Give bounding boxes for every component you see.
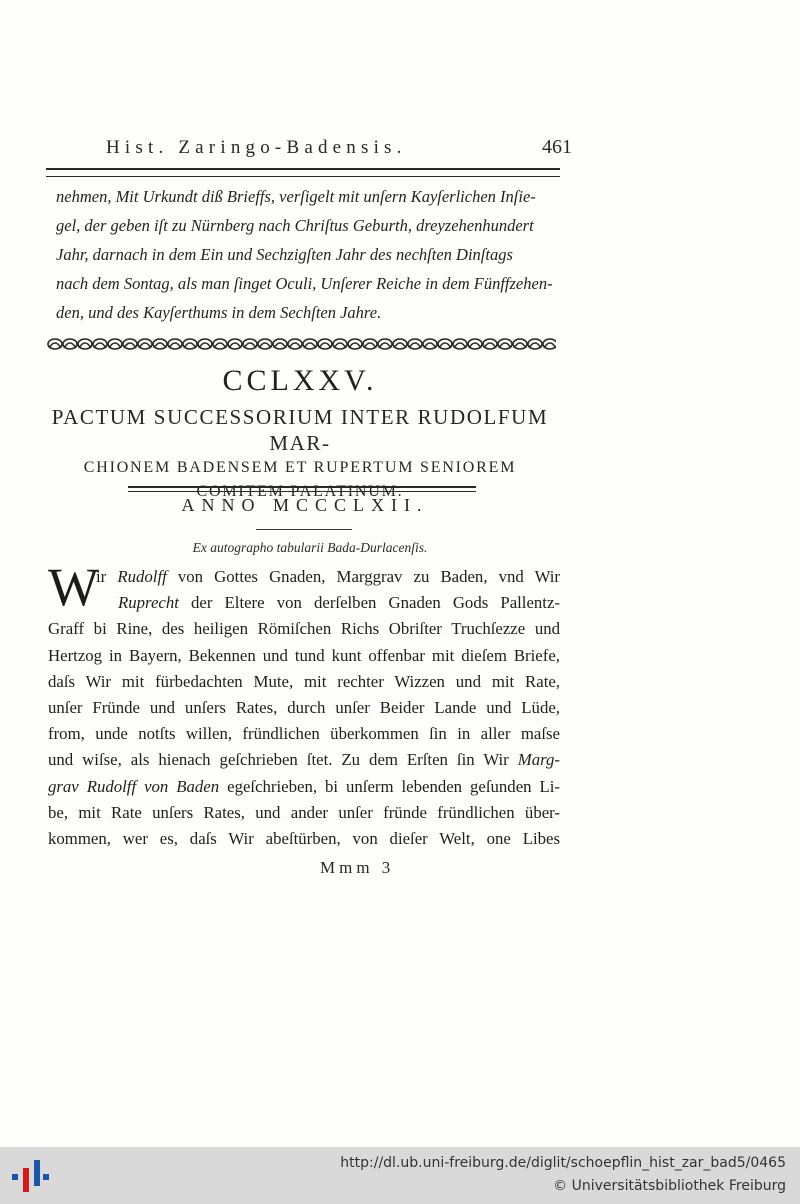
charter-number: CCLXXV. [222, 364, 378, 397]
body-line: kommen, wer es, daſs Wir abeſtürben, von dieſer Welt, one Libes [48, 828, 560, 848]
text-line: den, und des Kayſerthums in dem Sechſten Jahre. [56, 303, 382, 322]
charter-title-line: PACTUM SUCCESSORIUM INTER RUDOLFUM MAR- [51, 405, 549, 455]
charter-title-line: CHIONEM BADENSEM ET RUPERTUM SENIOREM [83, 459, 517, 476]
text-line: nehmen, Mit Urkundt diß Brieffs, verſigelt mit unſern Kayſerlichen Inſie- [56, 187, 536, 206]
catchword: Mmm 3 [320, 858, 395, 877]
charter-year: ANNO MCCCLXII. [181, 495, 429, 515]
footer-url-link[interactable]: http://dl.ub.uni-freiburg.de/diglit/schoepflin_hist_zar_bad5/0465 [340, 1155, 786, 1171]
year-rule [256, 529, 352, 530]
ornamental-rule [46, 335, 556, 353]
library-logo-icon[interactable] [10, 1155, 50, 1197]
running-head [60, 136, 572, 165]
body-line: und wiſse, als hienach geſchrieben ſtet. Zu dem Erſten ſin Wir Marg- [48, 750, 560, 770]
body-line: Ruprecht der Eltere von derſelben Gnaden Gods Pallentz- [118, 593, 560, 613]
title-rule [128, 486, 476, 492]
charter-body [48, 564, 560, 852]
previous-charter-ending [56, 182, 558, 327]
charter-source: Ex autographo tabularii Bada-Durlacenſis. [192, 540, 428, 555]
drop-capital: W [48, 557, 99, 617]
page-number: 461 [542, 136, 572, 158]
body-line: unſer Fründe und unſers Rates, durch unſer Beider Lande und Lüde, [48, 697, 560, 717]
body-line: Graff bi Rine, des heiligen Römiſchen Richs Obriſter Truchſezze und [48, 619, 560, 639]
viewer-footer [0, 1147, 800, 1204]
body-line: be, mit Rate unſers Rates, und ander unſer fründe fründlichen über- [48, 802, 560, 822]
running-title: Hist. Zaringo-Badensis. [106, 137, 407, 158]
footer-copyright: © Universitätsbibliothek Freiburg [553, 1178, 786, 1194]
header-rule [46, 168, 560, 177]
body-line: daſs Wir mit fürbedachten Mute, mit rechter Wizzen und mit Rate, [48, 671, 560, 691]
text-line: nach dem Sontag, als man ſinget Oculi, Unſerer Reiche in dem Fünffzehen- [56, 274, 553, 293]
body-line: Hertzog in Bayern, Bekennen und tund kunt offenbar mit dieſem Briefe, [48, 645, 560, 665]
body-line: grav Rudolff von Baden egeſchrieben, bi unſerm lebenden geſunden Li- [48, 776, 560, 796]
text-line: gel, der geben iſt zu Nürnberg nach Chriſtus Geburth, dreyzehenhundert [56, 216, 534, 235]
body-line: from, unde notſts willen, fründlichen überkommen ſin in aller maſse [48, 724, 560, 744]
text-line: Jahr, darnach in dem Ein und Sechzigſten Jahr des nechſten Dinſtags [56, 245, 513, 264]
body-line: ir Rudolff von Gottes Gnaden, Marggrav zu Baden, vnd Wir [96, 567, 561, 586]
charter-title-line: COMITEM PALATINUM. [196, 483, 404, 500]
